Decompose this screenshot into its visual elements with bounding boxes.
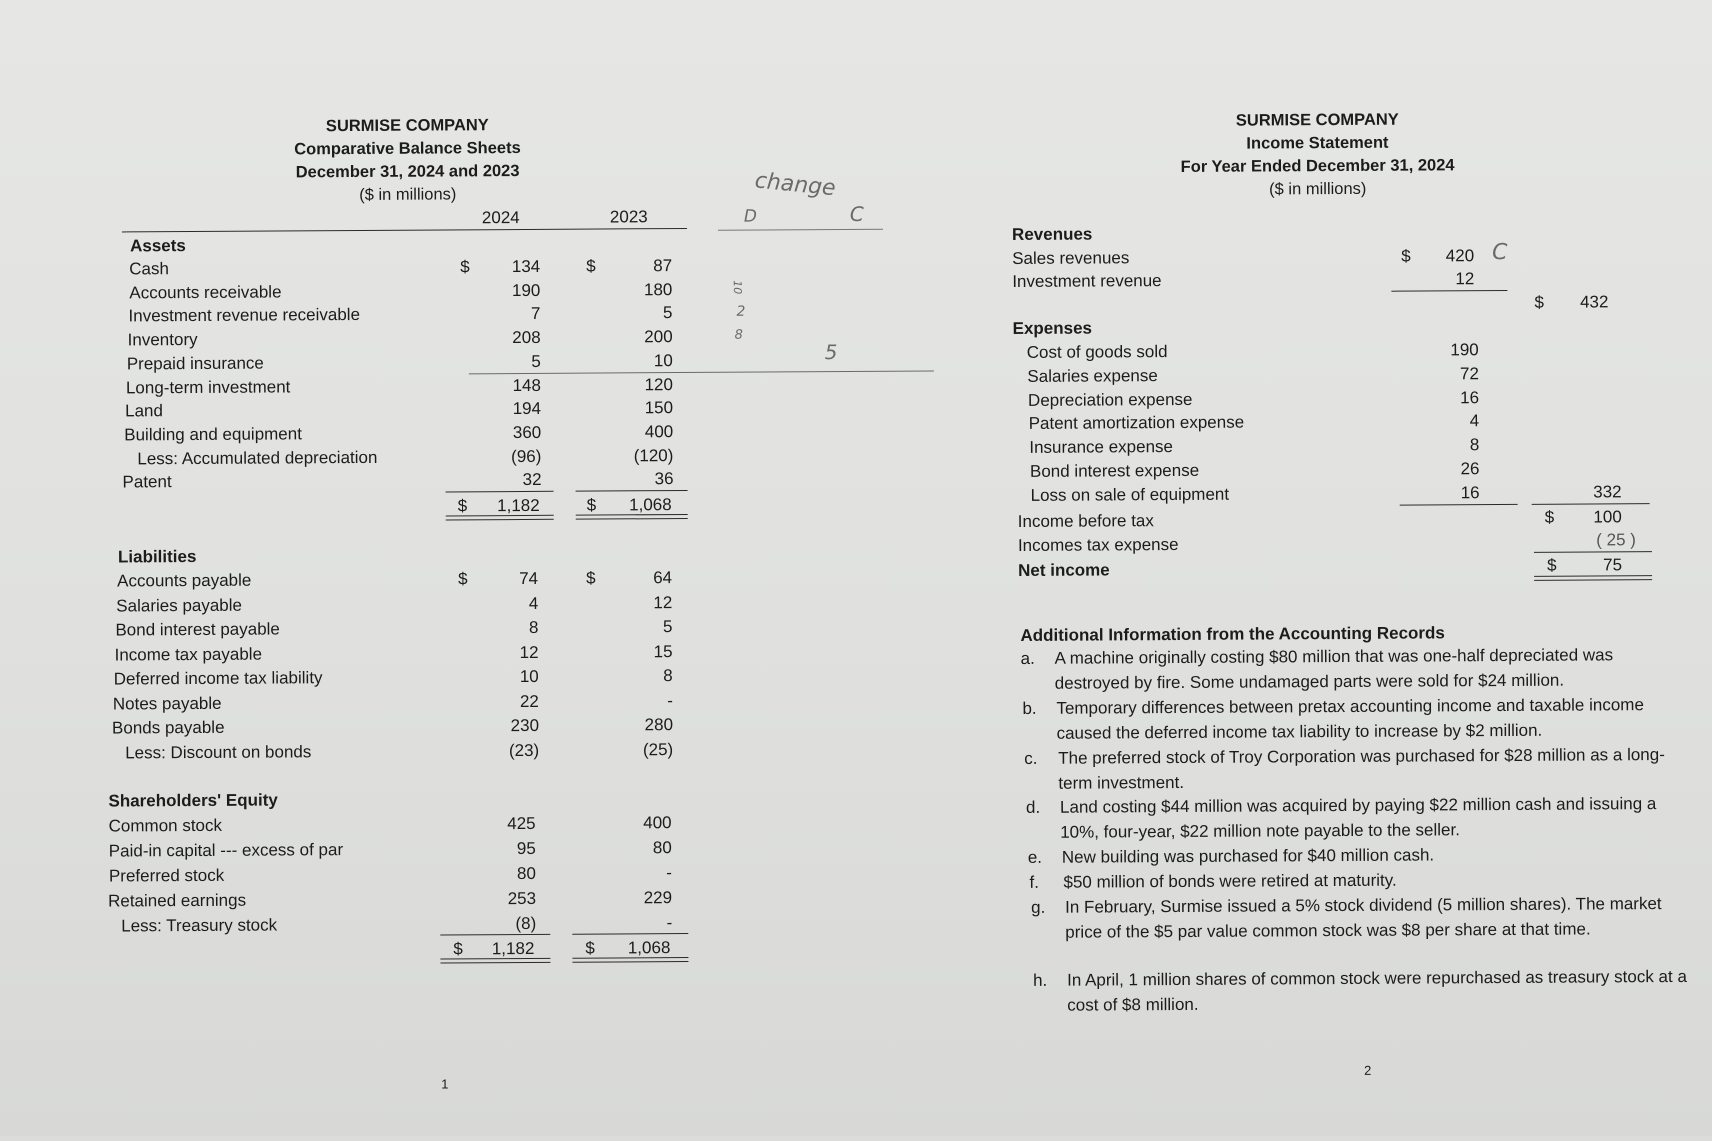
- handwritten-prepaid-change: 5: [824, 340, 838, 365]
- liabilities-heading: Liabilities: [117, 546, 197, 567]
- assets-row-label: Less: Accumulated depreciation: [137, 447, 378, 468]
- liabilities-row-2023: 8: [663, 666, 673, 686]
- liabilities-row-2024: 4: [528, 593, 539, 613]
- balance-sheet-title: [247, 114, 568, 208]
- assets-heading: Assets: [130, 236, 186, 256]
- net-income-label: Net income: [1018, 560, 1110, 580]
- equity-row-label: Retained earnings: [108, 890, 247, 911]
- item-text: In February, Surmise issued a 5% stock dividend (5 million shares). The market price of the $5 par value common stock was $8 per share at that time.: [1065, 894, 1662, 942]
- investment-revenue-amount: 12: [1455, 269, 1475, 289]
- assets-row-label: Inventory: [127, 330, 198, 350]
- item-letter: c.: [1024, 748, 1038, 768]
- handwritten-debit-label: D: [743, 206, 758, 227]
- liabilities-row-2024: 8: [528, 617, 539, 637]
- assets-row-2023: 180: [643, 279, 673, 299]
- equity-total-double-rule-2024: [440, 958, 550, 964]
- equity-row-label: Preferred stock: [108, 865, 225, 886]
- liabilities-row-2024: 22: [519, 691, 539, 711]
- expense-row-amount: 4: [1469, 411, 1480, 431]
- assets-row-2024: (96): [511, 446, 542, 466]
- item-text: The preferred stock of Troy Corporation was purchased for $28 million as a long-term investment.: [1058, 745, 1665, 793]
- liabilities-row-label: Less: Discount on bonds: [125, 741, 312, 762]
- assets-row-label: Prepaid insurance: [126, 353, 264, 374]
- liabilities-dollar-2023: $: [586, 568, 596, 588]
- handwritten-mark-revenue-receivable: 2: [736, 303, 746, 320]
- income-before-tax-label: Income before tax: [1017, 511, 1154, 531]
- assets-row-label: Patent: [122, 472, 172, 492]
- company-name: SURMISE COMPANY: [325, 116, 489, 136]
- equity-row-2024: 80: [516, 863, 536, 884]
- revenues-heading: Revenues: [1011, 224, 1093, 245]
- page-number-1: 1: [441, 1076, 449, 1092]
- expense-row-amount: 16: [1460, 387, 1480, 407]
- equity-row-2023: 80: [652, 838, 672, 858]
- expenses-rule: [1400, 504, 1518, 506]
- expense-row-label: Bond interest expense: [1029, 460, 1200, 481]
- expense-row-label: Patent amortization expense: [1028, 412, 1245, 434]
- expense-row-label: Salaries expense: [1027, 365, 1158, 386]
- assets-row-2023: 10: [653, 350, 673, 370]
- expenses-total-rule: [1532, 503, 1650, 505]
- liabilities-dollar-2024: $: [458, 569, 468, 589]
- assets-row-2023: 87: [653, 256, 673, 276]
- statement-name: Comparative Balance Sheets: [294, 139, 521, 159]
- liabilities-row-2023: 5: [662, 617, 673, 637]
- item-text: A machine originally costing $80 million that was one-half depreciated was destroyed by fire. Some undamaged parts were sold for $24 million.: [1054, 645, 1614, 693]
- assets-row-2023: 36: [654, 469, 674, 489]
- liabilities-row-label: Notes payable: [112, 693, 222, 714]
- assets-dollar-2023: $: [586, 256, 596, 276]
- page-number-2: 2: [1364, 1062, 1372, 1078]
- equity-row-2024: 95: [516, 838, 536, 859]
- statement-dates: December 31, 2024 and 2023: [295, 162, 520, 182]
- equity-total-2023: 1,068: [627, 938, 671, 958]
- net-income-double-rule: [1534, 575, 1652, 581]
- equity-row-2023: -: [666, 863, 672, 883]
- handwritten-credit-label: C: [849, 201, 864, 226]
- liabilities-row-2024: 12: [519, 642, 539, 662]
- liabilities-row-label: Salaries payable: [116, 595, 243, 615]
- item-letter: h.: [1033, 970, 1048, 990]
- liabilities-row-2024: 230: [510, 715, 540, 736]
- expense-row-amount: 190: [1450, 340, 1479, 360]
- item-letter: g.: [1031, 897, 1046, 917]
- revenues-total: 432: [1580, 292, 1609, 312]
- equity-row-label: Common stock: [108, 815, 223, 836]
- equity-row-label: Paid-in capital --- excess of par: [108, 840, 344, 861]
- income-statement-title: [1147, 108, 1488, 202]
- units-note: ($ in millions): [359, 185, 457, 204]
- expense-row-label: Depreciation expense: [1027, 389, 1193, 410]
- additional-info-item: [1033, 965, 1687, 1015]
- expense-row-amount: 16: [1460, 482, 1480, 503]
- assets-row-2023: 120: [644, 374, 673, 394]
- sales-revenue-dollar: $: [1401, 246, 1411, 266]
- assets-row-label: Cash: [129, 259, 169, 279]
- expenses-heading: Expenses: [1012, 318, 1093, 339]
- liabilities-row-2024: 74: [519, 568, 539, 589]
- equity-row-2023: 229: [643, 888, 673, 908]
- assets-total-2023: 1,068: [629, 495, 672, 515]
- income-before-tax-dollar: $: [1544, 507, 1555, 527]
- income-tax-amount: ( 25 ): [1596, 530, 1636, 550]
- assets-total-dollar-2024: $: [457, 496, 468, 516]
- column-header-2024: 2024: [481, 208, 520, 228]
- equity-row-2024: 253: [507, 888, 537, 909]
- liabilities-row-2023: 15: [653, 641, 673, 661]
- assets-row-label: Building and equipment: [124, 424, 302, 445]
- item-text: $50 million of bonds were retired at maturity.: [1063, 870, 1397, 892]
- revenues-rule: [1391, 290, 1507, 292]
- assets-subtotal-rule-2023: [576, 490, 688, 492]
- equity-subtotal-rule-2023: [572, 933, 688, 935]
- assets-row-2024: 194: [512, 399, 542, 419]
- item-letter: a.: [1020, 648, 1035, 668]
- liabilities-row-label: Deferred income tax liability: [113, 668, 323, 689]
- liabilities-row-label: Bonds payable: [111, 717, 225, 738]
- equity-subtotal-rule-2024: [440, 934, 550, 936]
- assets-row-2024: 360: [512, 422, 542, 442]
- expense-row-amount: 8: [1469, 435, 1480, 455]
- liabilities-row-2024: (23): [508, 740, 540, 760]
- assets-row-2024: 208: [512, 327, 541, 348]
- income-tax-label: Incomes tax expense: [1017, 534, 1179, 555]
- assets-row-2024: 148: [512, 375, 541, 395]
- equity-total-dollar-2023: $: [585, 938, 595, 958]
- handwritten-mark-receivable: 10: [730, 280, 744, 295]
- statement-period: For Year Ended December 31, 2024: [1180, 156, 1455, 176]
- revenues-total-dollar: $: [1534, 292, 1544, 312]
- liabilities-row-2023: 12: [653, 592, 673, 612]
- assets-row-2024: 32: [522, 470, 542, 490]
- equity-row-2023: -: [666, 913, 673, 933]
- assets-row-2024: 7: [530, 304, 541, 324]
- expense-row-label: Loss on sale of equipment: [1030, 484, 1230, 505]
- assets-row-label: Investment revenue receivable: [128, 305, 361, 326]
- assets-row-label: Long-term investment: [125, 376, 291, 397]
- assets-row-2023: 400: [644, 421, 674, 442]
- expense-row-label: Insurance expense: [1029, 437, 1174, 458]
- equity-row-2024: (8): [515, 913, 537, 934]
- item-letter: d.: [1025, 797, 1041, 817]
- assets-total-dollar-2023: $: [586, 495, 597, 515]
- company-name: SURMISE COMPANY: [1235, 110, 1399, 130]
- assets-dollar-2024: $: [460, 257, 470, 277]
- assets-total-double-rule-2023: [576, 514, 688, 520]
- sales-revenue-amount: 420: [1445, 246, 1475, 266]
- item-letter: e.: [1027, 847, 1043, 867]
- net-income-amount: 75: [1603, 555, 1623, 575]
- equity-row-2023: 400: [643, 813, 672, 833]
- equity-total-2024: 1,182: [491, 938, 535, 959]
- equity-row-label: Less: Treasury stock: [121, 915, 278, 936]
- assets-row-2024: 5: [531, 351, 541, 371]
- assets-total-2024: 1,182: [497, 495, 540, 516]
- assets-row-2024: 190: [511, 280, 541, 300]
- header-rule: [122, 228, 687, 232]
- additional-info-heading: Additional Information from the Accounting Records: [1020, 623, 1445, 645]
- liabilities-row-2023: -: [667, 690, 673, 710]
- assets-row-2023: 200: [644, 327, 673, 347]
- item-letter: f.: [1029, 872, 1039, 892]
- assets-row-2023: 5: [662, 303, 673, 323]
- column-header-2023: 2023: [609, 207, 648, 227]
- liabilities-row-2023: (25): [642, 739, 674, 759]
- investment-revenue-label: Investment revenue: [1012, 271, 1162, 292]
- handwritten-change-label: change: [753, 168, 837, 202]
- liabilities-row-2024: 10: [519, 666, 539, 687]
- handwritten-change-rule: [718, 229, 883, 231]
- item-text: Land costing $44 million was acquired by paying $22 million cash and issuing a 10%, four-year, $22 million note payable to the seller.: [1059, 794, 1657, 842]
- assets-row-label: Land: [125, 401, 163, 421]
- net-income-dollar: $: [1546, 555, 1557, 575]
- assets-row-label: Accounts receivable: [129, 282, 282, 303]
- expense-row-label: Cost of goods sold: [1026, 342, 1168, 362]
- handwritten-sales-credit-mark: C: [1492, 239, 1508, 266]
- item-text: New building was purchased for $40 million cash.: [1061, 845, 1435, 867]
- equity-heading: Shareholders' Equity: [108, 790, 278, 811]
- sales-revenue-label: Sales revenues: [1012, 248, 1130, 269]
- assets-subtotal-rule-2024: [446, 491, 554, 493]
- item-text: Temporary differences between pretax accounting income and taxable income caused the deferred income tax liability to increase by $2 million.: [1056, 695, 1644, 743]
- income-before-tax-amount: 100: [1593, 507, 1622, 527]
- equity-row-2024: 425: [507, 813, 536, 834]
- assets-row-2024: 134: [511, 256, 541, 277]
- statement-name: Income Statement: [1246, 133, 1389, 153]
- liabilities-row-2023: 280: [644, 715, 674, 735]
- item-text: In April, 1 million shares of common stock were repurchased as treasury stock at a cost of $8 million.: [1067, 966, 1687, 1015]
- liabilities-row-2023: 64: [653, 568, 673, 588]
- assets-total-double-rule-2024: [446, 515, 554, 521]
- liabilities-row-label: Accounts payable: [117, 570, 252, 591]
- assets-row-2023: 150: [644, 398, 674, 418]
- liabilities-row-label: Bond interest payable: [115, 619, 280, 640]
- expense-row-amount: 72: [1459, 363, 1479, 384]
- equity-total-double-rule-2023: [572, 957, 688, 963]
- liabilities-row-label: Income tax payable: [114, 644, 263, 664]
- net-income-rule: [1534, 551, 1652, 553]
- item-letter: b.: [1022, 698, 1037, 718]
- expense-row-amount: 26: [1460, 459, 1480, 479]
- equity-total-dollar-2024: $: [453, 939, 463, 959]
- units-note: ($ in millions): [1269, 179, 1367, 199]
- expenses-total: 332: [1593, 482, 1622, 502]
- assets-row-2023: (120): [633, 445, 674, 465]
- handwritten-mark-inventory: 8: [734, 327, 743, 343]
